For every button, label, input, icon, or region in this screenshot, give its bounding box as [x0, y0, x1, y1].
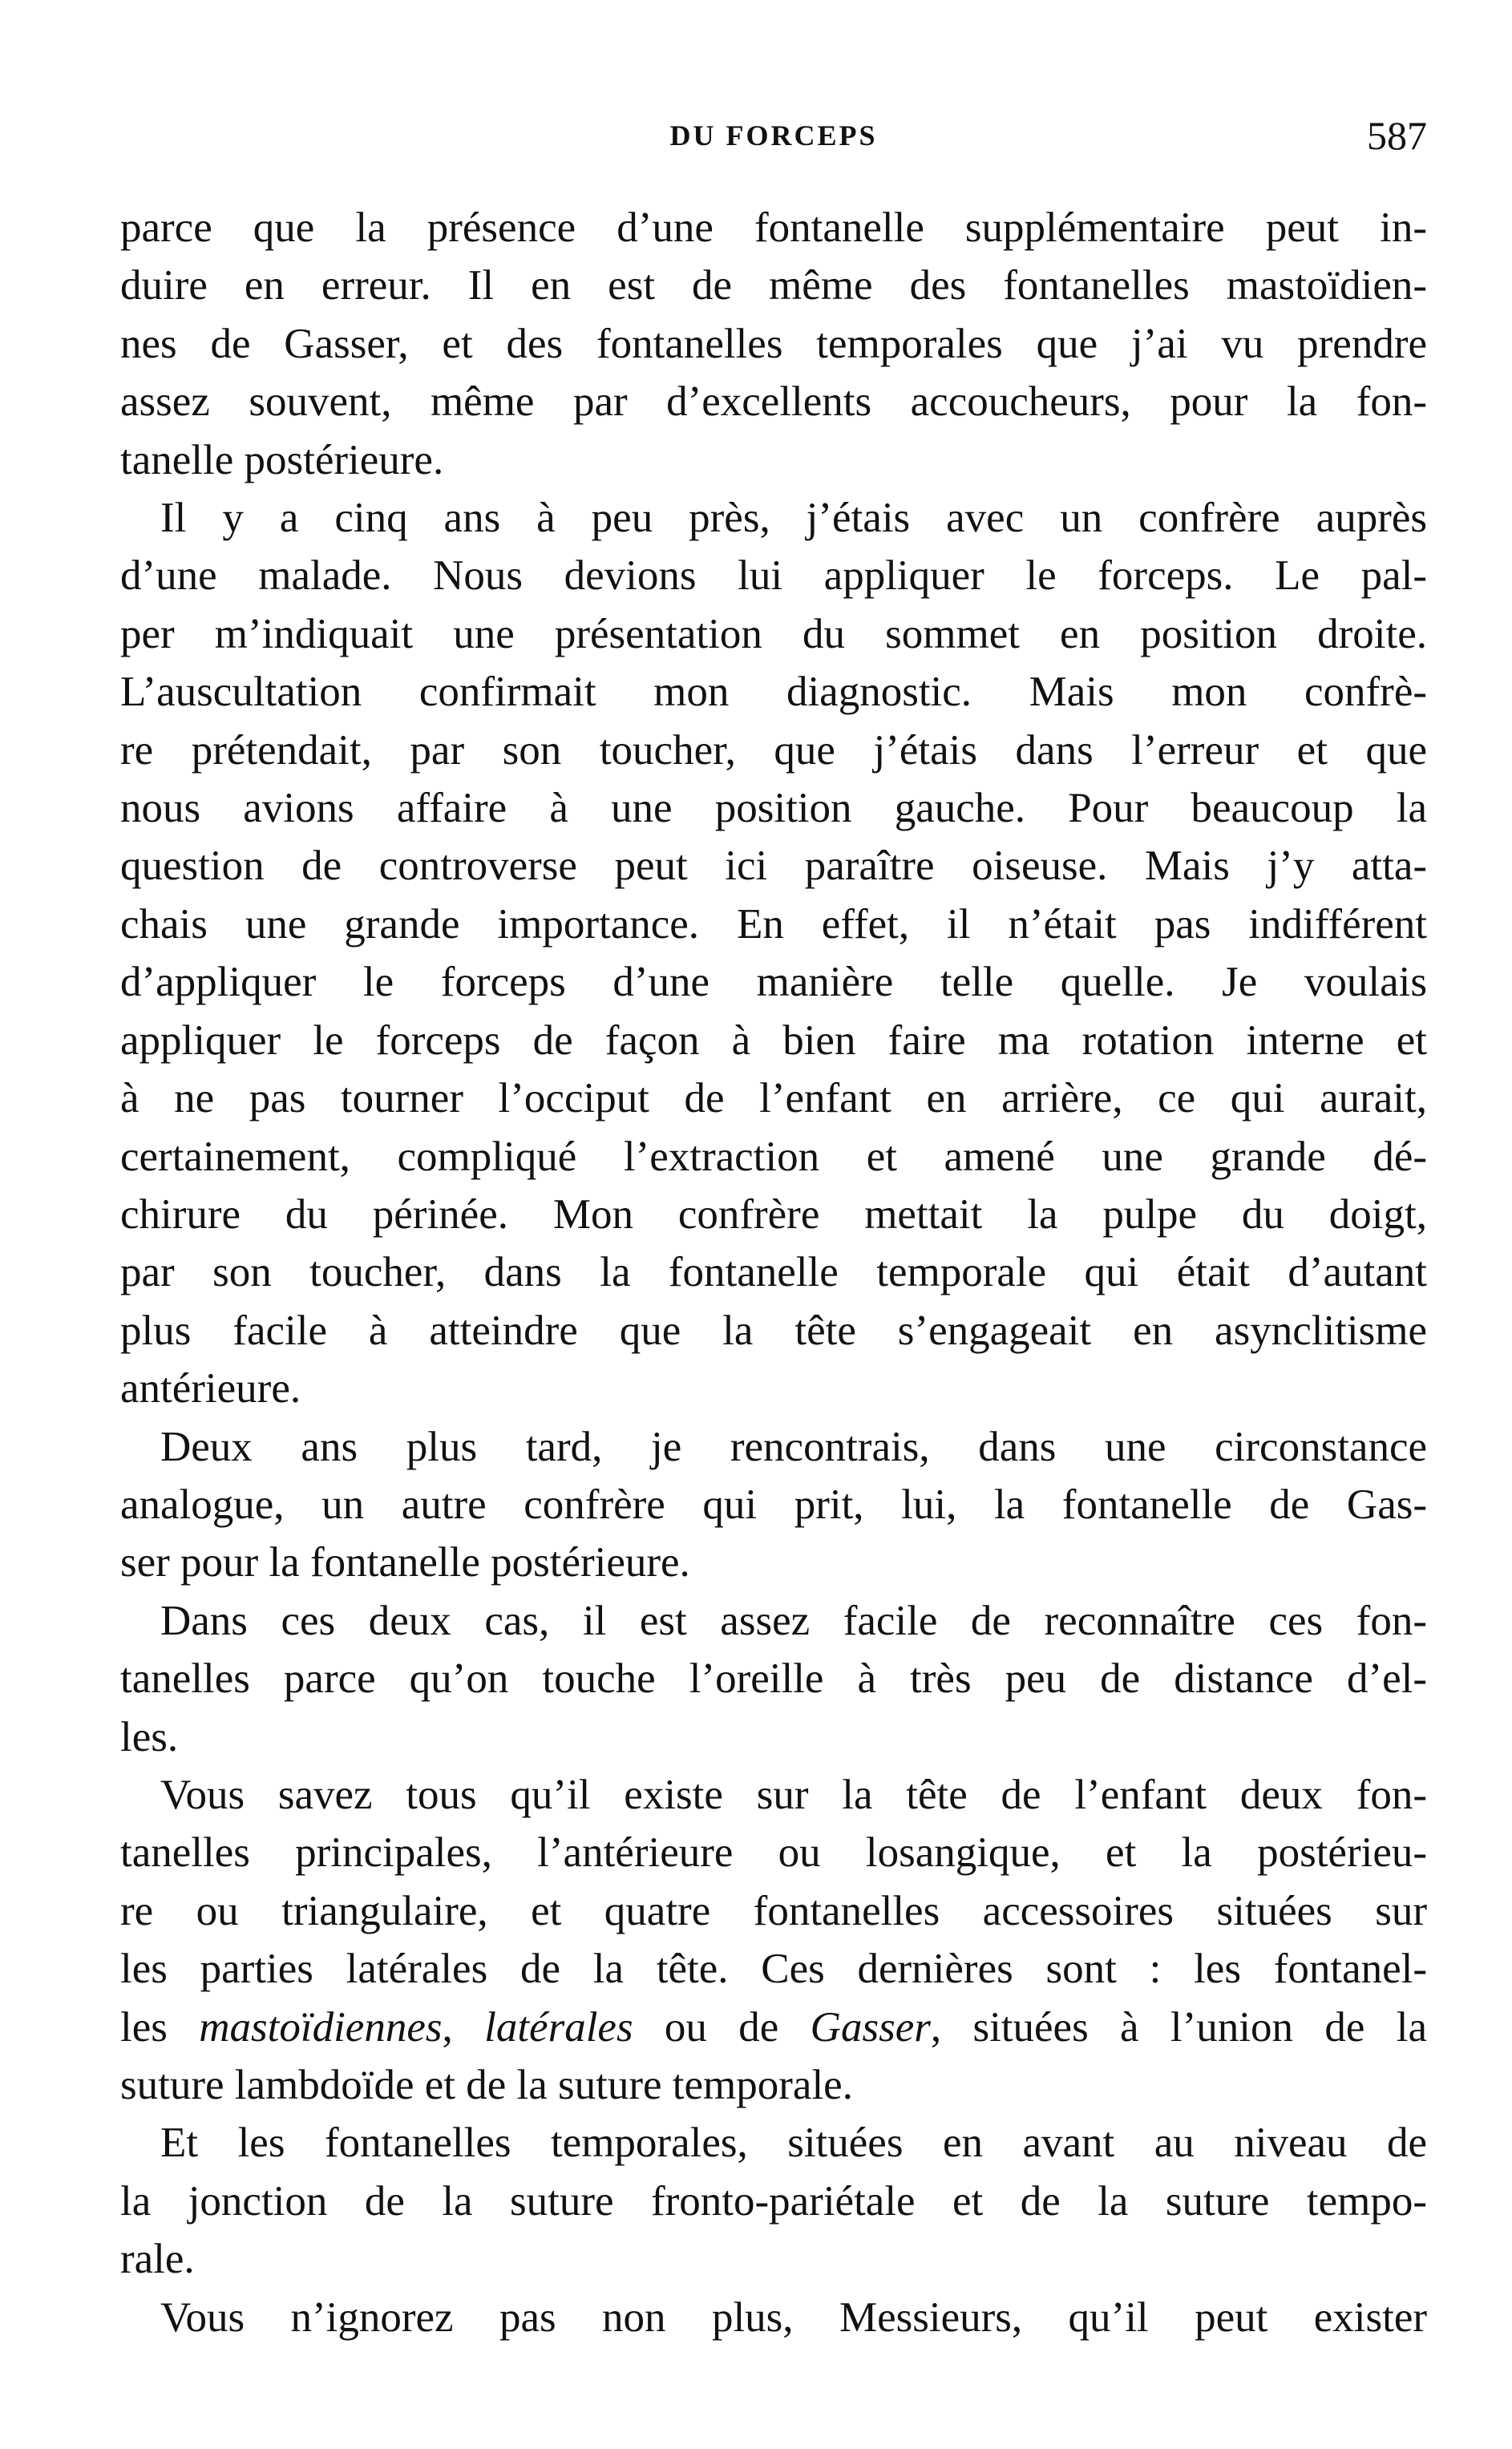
italic-term-lateral: latérales: [484, 2003, 633, 2051]
text-line: plus facile à atteindre que la tête s’engageait en asynclitisme: [120, 1307, 1427, 1354]
text-line-with-italics: [120, 1998, 1427, 2056]
text-line: tanelles parce qu’on touche l’oreille à très peu de distance d’el-: [120, 1655, 1427, 1703]
text-line: nes de Gasser, et des fontanelles temporales que j’ai vu prendre: [120, 320, 1427, 367]
running-head: [120, 112, 1427, 168]
text-line: parce que la présence d’une fontanelle supplémentaire peut in-: [120, 204, 1427, 251]
italic-term-mastoid: mastoïdiennes: [199, 2003, 443, 2051]
line-suffix: , situées à l’union de la: [930, 2003, 1428, 2051]
text-line: antérieure.: [120, 1365, 301, 1412]
text-line: analogue, un autre confrère qui prit, lui, la fontanelle de Gas-: [120, 1481, 1427, 1528]
text-line: appliquer le forceps de façon à bien faire ma rotation interne et: [120, 1016, 1427, 1064]
text-line: duire en erreur. Il en est de même des fontanelles mastoïdien-: [120, 262, 1427, 309]
paragraph-5: [120, 1766, 1427, 2114]
text-line: re ou triangulaire, et quatre fontanelles accessoires situées sur: [120, 1887, 1427, 1934]
text-line: d’appliquer le forceps d’une manière telle quelle. Je voulais: [120, 959, 1427, 1006]
paragraph-4: [120, 1592, 1427, 1766]
text-line: Et les fontanelles temporales, situées en avant au niveau de: [160, 2120, 1427, 2167]
page-number: 587: [1367, 113, 1427, 158]
text-line: L’auscultation confirmait mon diagnostic. Mais mon confrè-: [120, 669, 1427, 716]
text-line: ser pour la fontanelle postérieure.: [120, 1539, 690, 1586]
text-line: question de controverse peut ici paraître oiseuse. Mais j’y atta-: [120, 843, 1427, 890]
text-line: d’une malade. Nous devions lui appliquer le forceps. Le pal-: [120, 552, 1427, 600]
text-line: chais une grande importance. En effet, il n’était pas indifférent: [120, 900, 1427, 948]
text-line: tanelle postérieure.: [120, 436, 444, 483]
text-line: Dans ces deux cas, il est assez facile de reconnaître ces fon-: [160, 1597, 1427, 1644]
text-line: à ne pas tourner l’occiput de l’enfant en arrière, ce qui aurait,: [120, 1075, 1427, 1122]
paragraph-7: [120, 2289, 1427, 2346]
book-page: [120, 112, 1427, 2346]
text-line: les.: [120, 1713, 179, 1760]
text-line: per m’indiquait une présentation du sommet en position droite.: [120, 610, 1427, 657]
text-line: suture lambdoïde et de la suture temporale.: [120, 2062, 853, 2108]
text-line: tanelles principales, l’antérieure ou losangique, et la postérieu-: [120, 1829, 1427, 1877]
paragraph-2: [120, 489, 1427, 1418]
text-line: certainement, compliqué l’extraction et amené une grande dé-: [120, 1133, 1427, 1180]
text-line: assez souvent, même par d’excellents accoucheurs, pour la fon-: [120, 378, 1427, 426]
text-line: nous avions affaire à une position gauche. Pour beaucoup la: [120, 785, 1427, 832]
text-line: Il y a cinq ans à peu près, j’étais avec un confrère auprès: [160, 495, 1427, 542]
text-line: re prétendait, par son toucher, que j’étais dans l’erreur et que: [120, 726, 1427, 774]
text-line: Vous n’ignorez pas non plus, Messieurs, qu’il peut exister: [160, 2293, 1427, 2341]
text-line: par son toucher, dans la fontanelle temporale qui était d’autant: [120, 1249, 1427, 1296]
separator: ,: [442, 2003, 485, 2051]
line-prefix: les: [120, 2003, 200, 2051]
running-title: DU FORCEPS: [669, 119, 878, 152]
text-line: chirure du périnée. Mon confrère mettait la pulpe du doigt,: [120, 1190, 1427, 1238]
paragraph-6: [120, 2114, 1427, 2288]
text-line: Vous savez tous qu’il existe sur la tête de l’enfant deux fon-: [160, 1771, 1427, 1818]
text-line: les parties latérales de la tête. Ces dernières sont : les fontanel-: [120, 1946, 1427, 1993]
text-line: la jonction de la suture fronto-pariétale et de la suture tempo-: [120, 2177, 1427, 2225]
paragraph-1: [120, 199, 1427, 489]
text-line: rale.: [120, 2236, 195, 2283]
line-middle: ou de: [633, 2003, 811, 2051]
text-line: Deux ans plus tard, je rencontrais, dans une circonstance: [160, 1423, 1427, 1470]
paragraph-3: [120, 1418, 1427, 1592]
italic-term-gasser: Gasser: [810, 2003, 931, 2051]
